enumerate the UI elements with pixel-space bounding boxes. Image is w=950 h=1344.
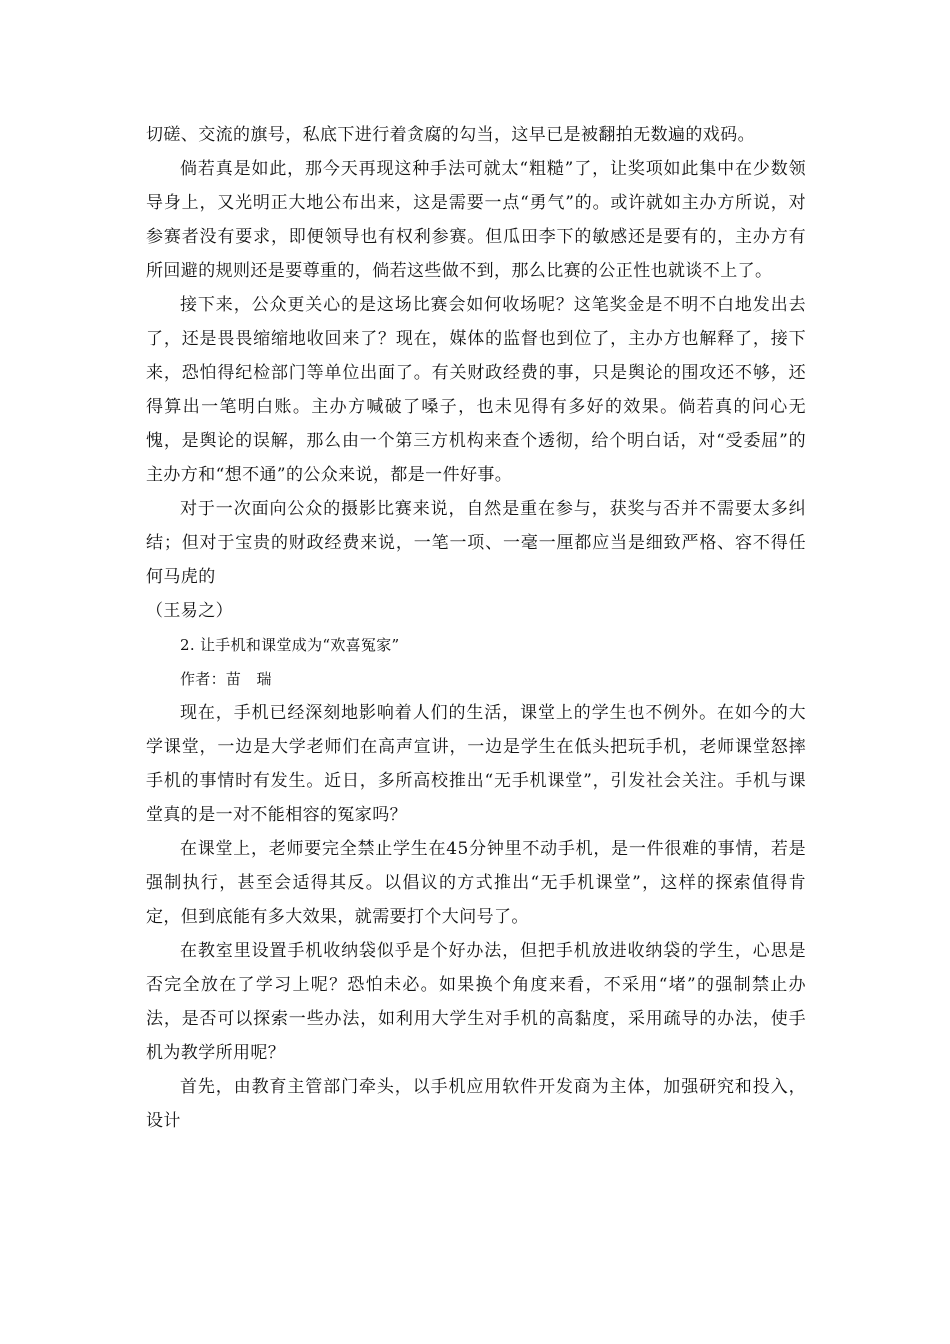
author-attribution: （王易之）	[146, 601, 233, 621]
paragraph-continuation: 切磋、交流的旗号，私底下进行着贪腐的勾当，这早已是被翻拍无数遍的戏码。	[146, 125, 755, 145]
paragraph: 现在，手机已经深刻地影响着人们的生活，课堂上的学生也不例外。在如今的大学课堂，一边是大学老师们在高声宣讲，一边是学生在低头把玩手机，老师课堂怒摔手机的事情时有发生。近日，多所高校推出“无手机课堂”，引发社会关注。手机与课堂真的是一对不能相容的冤家吗？	[146, 703, 806, 825]
article-title: 2. 让手机和课堂成为“欢喜冤家”	[180, 636, 400, 654]
author-line: 作者：苗 瑞	[180, 670, 272, 688]
paragraph: 在课堂上，老师要完全禁止学生在45分钟里不动手机，是一件很难的事情，若是强制执行，甚至会适得其反。以倡议的方式推出“无手机课堂”，这样的探索值得肯定，但到底能有多大效果，就需要打个大问号了。	[146, 839, 806, 927]
paragraph: 对于一次面向公众的摄影比赛来说，自然是重在参与，获奖与否并不需要太多纠结；但对于宝贵的财政经费来说，一笔一项、一毫一厘都应当是细致严格、容不得任何马虎的	[146, 499, 806, 587]
paragraph: 首先，由教育主管部门牵头，以手机应用软件开发商为主体，加强研究和投入，设计	[146, 1077, 806, 1131]
paragraph: 在教室里设置手机收纳袋似乎是个好办法，但把手机放进收纳袋的学生，心思是否完全放在了学习上呢？恐怕未必。如果换个角度来看，不采用“堵”的强制禁止办法，是否可以探索一些办法，如利用大学生对手机的高黏度，采用疏导的办法，使手机为教学所用呢？	[146, 941, 806, 1063]
document-body	[146, 118, 806, 1138]
paragraph: 倘若真是如此，那今天再现这种手法可就太“粗糙”了，让奖项如此集中在少数领导身上，又光明正大地公布出来，这是需要一点“勇气”的。或许就如主办方所说，对参赛者没有要求，即便领导也有权利参赛。但瓜田李下的敏感还是要有的，主办方有所回避的规则还是要尊重的，倘若这些做不到，那么比赛的公正性也就谈不上了。	[146, 159, 806, 281]
paragraph: 接下来，公众更关心的是这场比赛会如何收场呢？这笔奖金是不明不白地发出去了，还是畏畏缩缩地收回来了？现在，媒体的监督也到位了，主办方也解释了，接下来，恐怕得纪检部门等单位出面了。有关财政经费的事，只是舆论的围攻还不够，还得算出一笔明白账。主办方喊破了嗓子，也未见得有多好的效果。倘若真的问心无愧，是舆论的误解，那么由一个第三方机构来查个透彻，给个明白话，对“受委屈”的主办方和“想不通”的公众来说，都是一件好事。	[146, 295, 806, 485]
